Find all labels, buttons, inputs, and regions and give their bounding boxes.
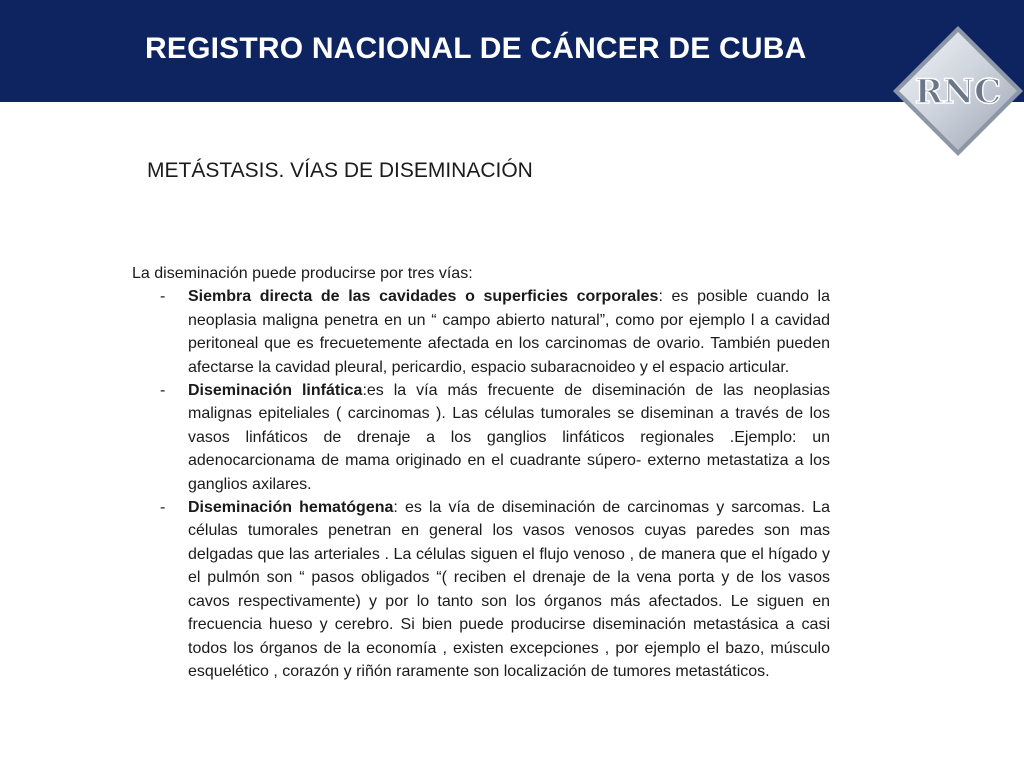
bullet-dash: - bbox=[160, 499, 166, 517]
intro-text: La diseminación puede producirse por tres vías: bbox=[132, 265, 473, 282]
content-block bbox=[132, 262, 830, 683]
slide-subtitle: METÁSTASIS. VÍAS DE DISEMINACIÓN bbox=[147, 159, 533, 182]
list-item bbox=[132, 496, 830, 683]
header-title: REGISTRO NACIONAL DE CÁNCER DE CUBA bbox=[145, 32, 807, 65]
item-description: :es la vía más frecuente de diseminación de las neoplasias malignas epiteliales ( carcinomas ). Las células tumorales se diseminan a través de los vasos linfáticos de drenaje a los ganglios linfáticos regionales .Ejemplo: un adenocarcionama de mama originado en el cuadrante súpero- externo metastatiza a los ganglios axilares. bbox=[188, 382, 831, 493]
list-item bbox=[132, 379, 830, 496]
item-description: : es posible cuando la neoplasia maligna penetra en un “ campo abierto natural”, como por ejemplo l a cavidad peritoneal que es frecuetemente afectada en los carcinomas de ovario. También pueden afectarse la cavidad pleural, pericardio, espacio subaracnoideo y el espacio articular. bbox=[188, 288, 830, 376]
item-text bbox=[188, 285, 830, 379]
item-description: : es la vía de diseminación de carcinomas y sarcomas. La células tumorales penetran en general los vasos venosos cuyas paredes son mas delgadas que las arteriales . La células siguen el flujo venoso , de manera que el hígado y el pulmón son “ pasos obligados “( reciben el drenaje de la vena porta y de los vasos cavos respectivamente) y por lo tanto son los órganos más afectados. Le siguen en frecuencia hueso y cerebro. Si bien puede producirse diseminación metastásica a casi todos los órganos de la economía , existen excepciones , por ejemplo el bazo, músculo esquelético , corazón y riñón raramente son localización de tumores metastáticos. bbox=[188, 499, 831, 680]
item-text bbox=[188, 496, 830, 683]
list-item bbox=[132, 285, 830, 379]
item-term: Diseminación linfática bbox=[188, 382, 363, 400]
rnc-logo bbox=[891, 24, 1024, 158]
bullet-dash: - bbox=[160, 382, 166, 400]
header-bar bbox=[0, 0, 1024, 102]
dissemination-list bbox=[132, 285, 830, 683]
logo-text: RNC bbox=[914, 72, 1002, 112]
item-term: Siembra directa de las cavidades o superficies corporales bbox=[188, 288, 659, 306]
item-text bbox=[188, 379, 830, 496]
item-term: Diseminación hematógena bbox=[188, 499, 394, 517]
bullet-dash: - bbox=[160, 288, 166, 306]
